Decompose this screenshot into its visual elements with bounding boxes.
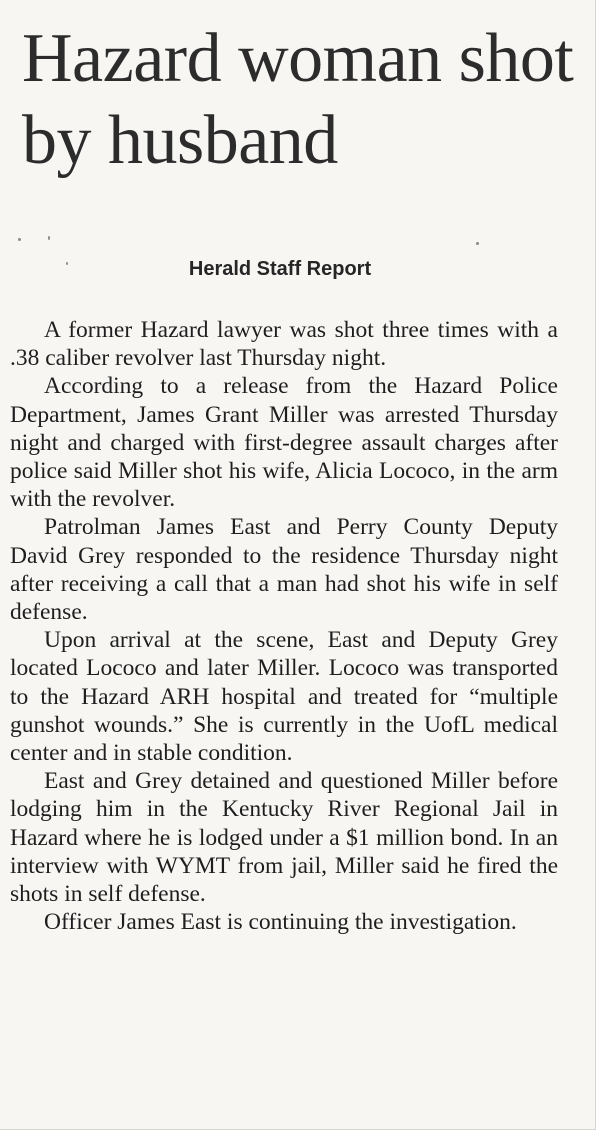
print-speck [48,236,50,240]
article-paragraph: Officer James East is continuing the investigation. [44,909,517,936]
article-paragraph: Upon arrival at the scene, East and Deputy Grey located Lococo and later Miller. Lococo was transported to the Hazard ARH hospital and treated for “multiple gunshot wounds.” She is currently in the UofL medical center and in stable condition. [10,627,558,767]
print-speck [476,242,479,245]
article-paragraph: According to a release from the Hazard Police Department, James Grant Miller was arrested Thursday night and charged with first-degree assault charges after police said Miller shot his wife, Alicia Lococo, in the arm with the revolver. [10,373,558,513]
article-paragraph: A former Hazard lawyer was shot three times with a .38 caliber revolver last Thursday night. [10,317,558,372]
print-speck [18,238,21,241]
article-paragraph: Patrolman James East and Perry County Deputy David Grey responded to the residence Thursday night after receiving a call that a man had shot his wife in self defense. [10,514,558,626]
article-body [10,316,558,936]
article-paragraph: East and Grey detained and questioned Miller before lodging him in the Kentucky River Regional Jail in Hazard where he is lodged under a $1 million bond. In an interview with WYMT from jail, Miller said he fired the shots in self defense. [10,768,558,908]
headline: Hazard woman shot by husband [22,20,574,179]
byline: Herald Staff Report [188,258,372,280]
